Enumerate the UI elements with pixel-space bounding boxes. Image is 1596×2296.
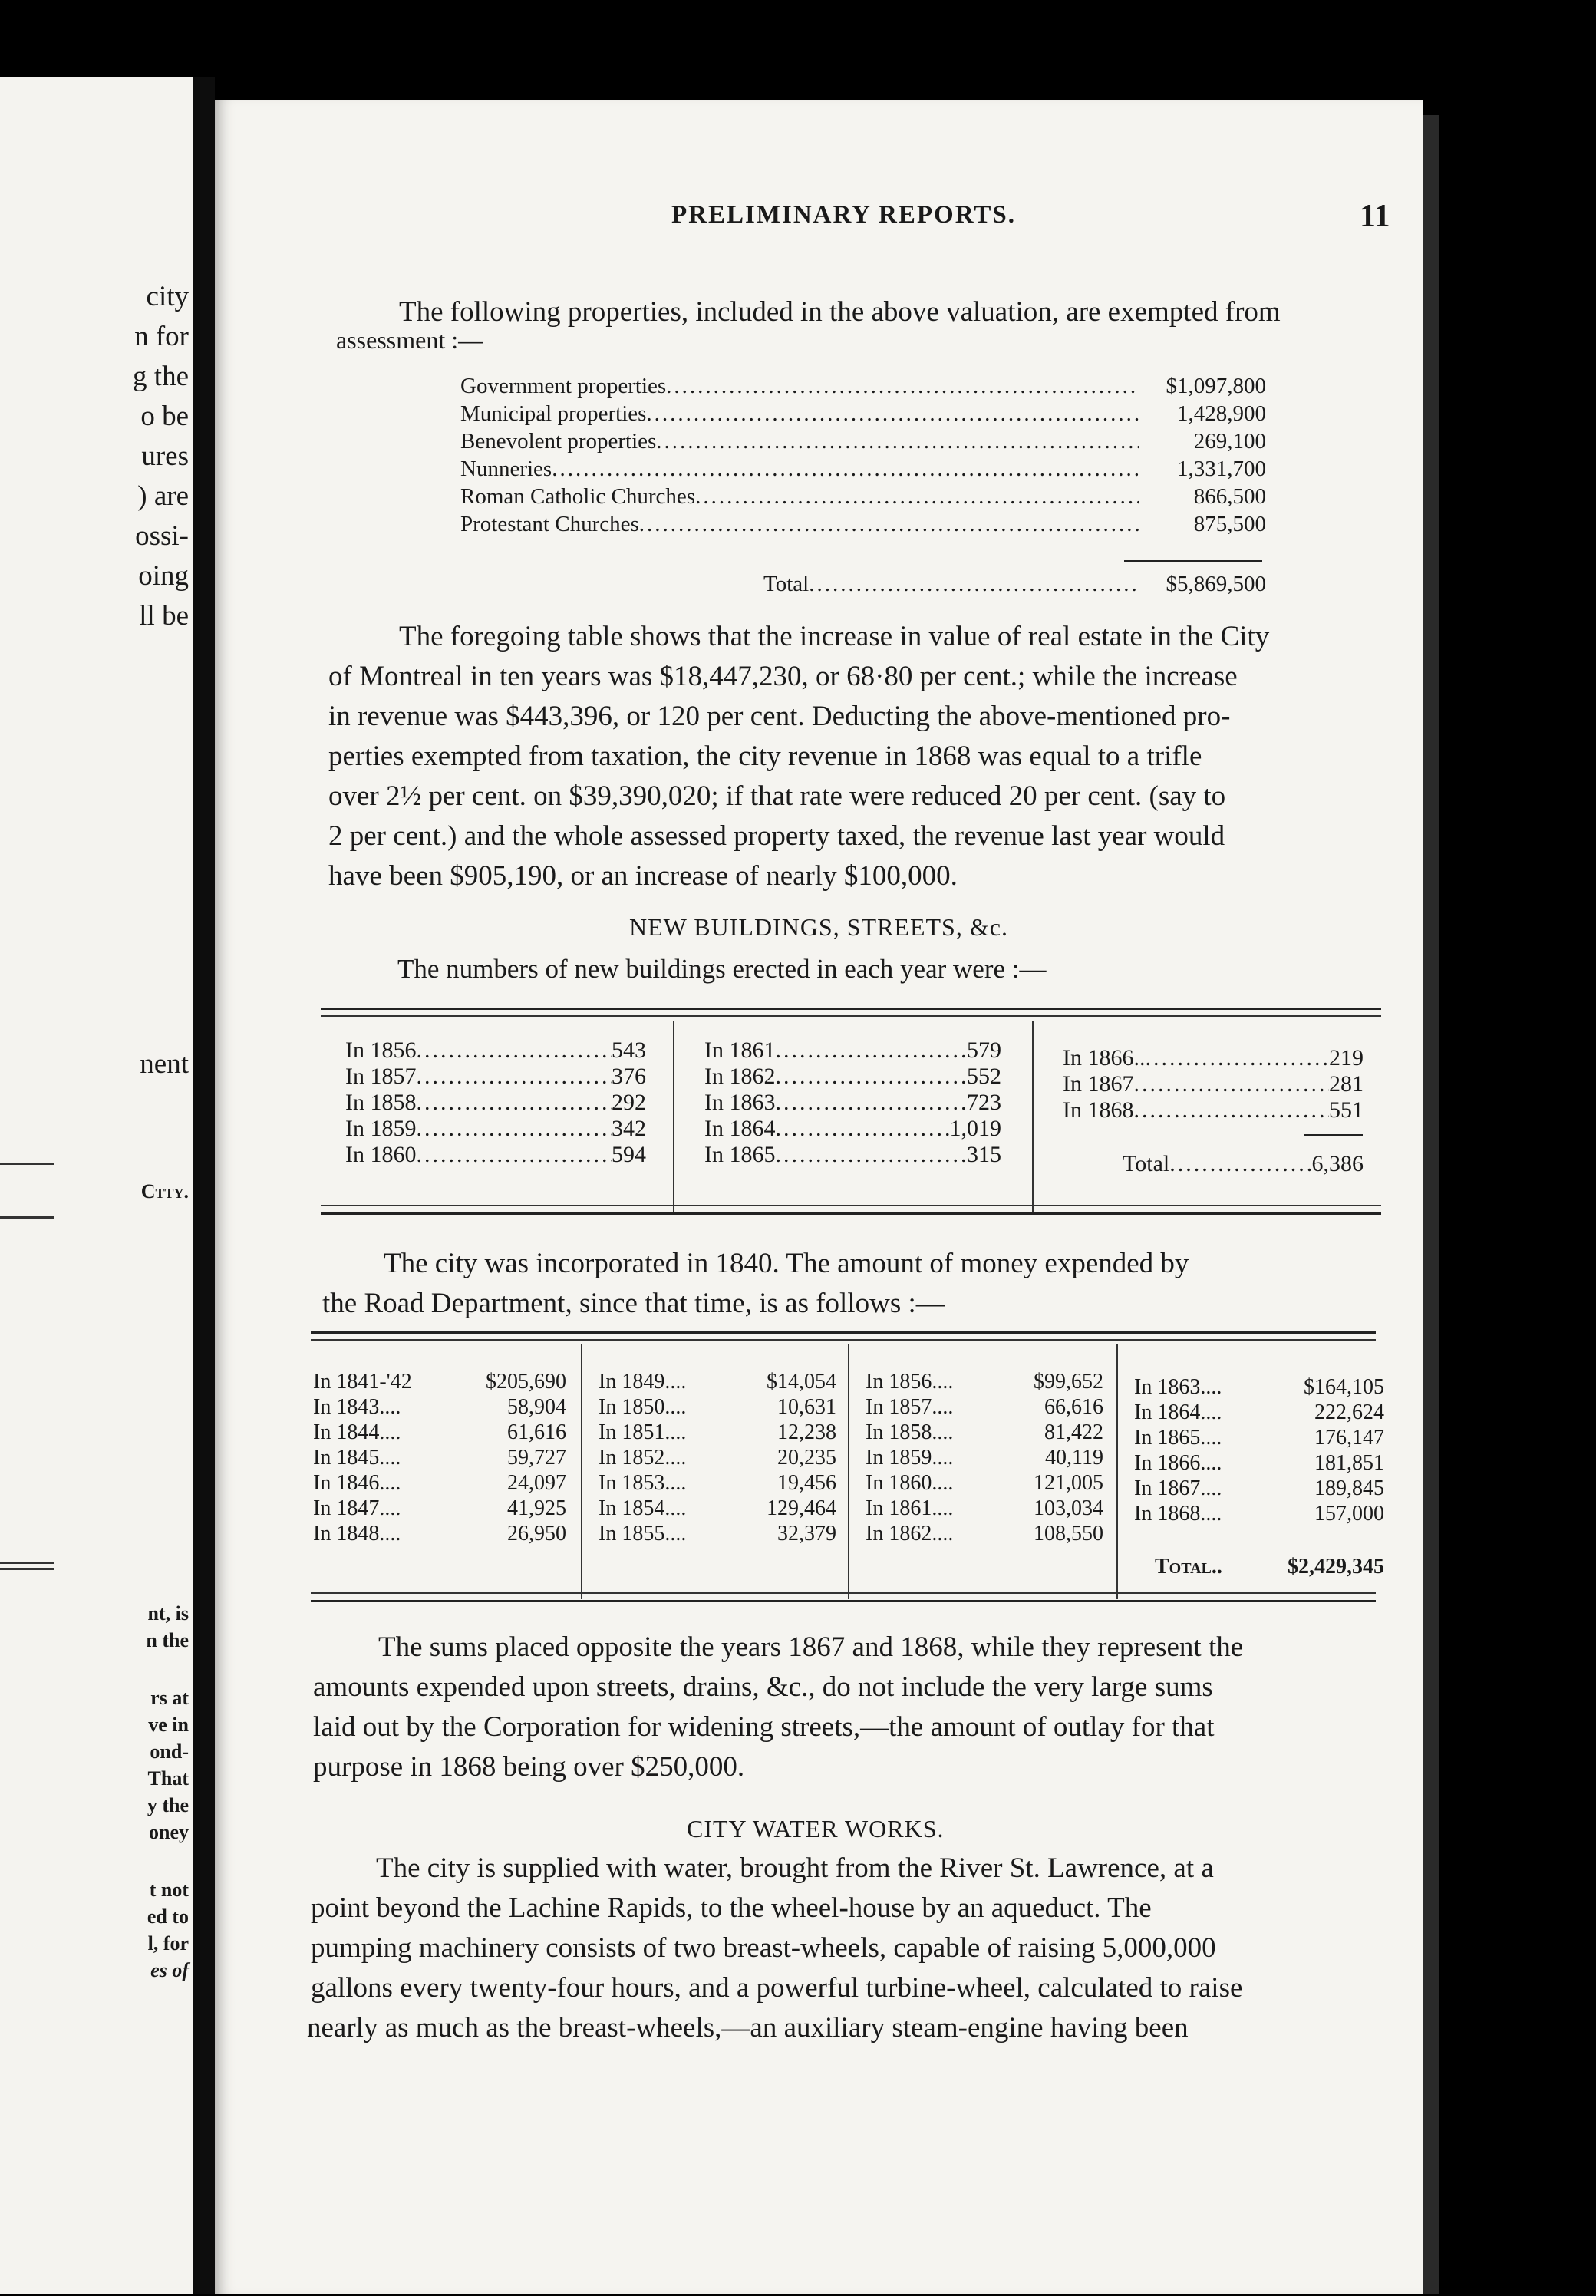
year: In 1864.... xyxy=(1134,1400,1222,1424)
year: In 1857 xyxy=(345,1064,417,1089)
exemption-label: Government properties xyxy=(460,374,667,398)
paragraph-line: The city is supplied with water, brought from the River St. Lawrence, at a xyxy=(376,1852,1214,1884)
road-total-row xyxy=(1155,1555,1384,1579)
total-label: Total xyxy=(1123,1151,1170,1176)
amount: 121,005 xyxy=(1034,1471,1103,1495)
year: In 1851.... xyxy=(598,1420,687,1444)
paragraph-line: gallons every twenty-four hours, and a powerful turbine-wheel, calculated to raise xyxy=(311,1972,1243,2004)
road-row xyxy=(313,1446,566,1470)
left-rule xyxy=(0,1216,54,1219)
total-value: $5,869,500 xyxy=(1166,572,1266,596)
paragraph-line: pumping machinery consists of two breast-wheels, capable of raising 5,000,000 xyxy=(311,1932,1216,1964)
exemption-value: 1,331,700 xyxy=(1177,457,1266,481)
exemption-label: Nunneries xyxy=(460,457,552,481)
left-line: t not xyxy=(149,1879,189,1901)
year: In 1866.... xyxy=(1134,1451,1222,1475)
year: In 1849.... xyxy=(598,1370,687,1394)
year: In 1864 xyxy=(704,1116,776,1141)
road-row xyxy=(598,1522,836,1546)
year: In 1855.... xyxy=(598,1522,687,1546)
count: 342 xyxy=(612,1116,646,1141)
road-row xyxy=(1134,1451,1384,1476)
amount: 40,119 xyxy=(1045,1446,1103,1470)
year: In 1845.... xyxy=(313,1446,401,1470)
amount: 81,422 xyxy=(1044,1420,1103,1444)
buildings-intro: The numbers of new buildings erected in each year were :— xyxy=(397,954,1047,984)
paragraph-line: perties exempted from taxation, the city revenue in 1868 was equal to a trifle xyxy=(328,741,1202,772)
road-row xyxy=(598,1446,836,1470)
count: 552 xyxy=(967,1064,1001,1089)
amount: 59,727 xyxy=(507,1446,566,1470)
left-line: ve in xyxy=(148,1714,189,1736)
buildings-row xyxy=(345,1064,646,1090)
amount: 26,950 xyxy=(507,1522,566,1546)
left-line: ossi- xyxy=(135,520,189,552)
exemption-row xyxy=(460,512,1266,537)
count: 219 xyxy=(1329,1045,1364,1070)
road-row xyxy=(1134,1502,1384,1526)
year: In 1859 xyxy=(345,1116,417,1141)
year: In 1861 xyxy=(704,1037,776,1063)
left-line: y the xyxy=(147,1794,189,1816)
exemption-label: Municipal properties xyxy=(460,401,647,426)
sum-rule xyxy=(1124,560,1262,562)
amount: 157,000 xyxy=(1314,1502,1384,1526)
intro-line: The following properties, included in the above valuation, are exempted from xyxy=(399,296,1281,328)
leader-dots xyxy=(656,429,1139,454)
column-divider xyxy=(1032,1021,1034,1212)
left-line: ll be xyxy=(139,600,189,632)
leader-dots xyxy=(417,1064,612,1090)
amount: $99,652 xyxy=(1034,1370,1103,1394)
leader-dots xyxy=(552,457,1139,482)
sum-rule xyxy=(1304,1134,1363,1136)
buildings-row xyxy=(345,1116,646,1142)
left-line: es of xyxy=(150,1959,189,1981)
amount: 181,851 xyxy=(1314,1451,1384,1475)
year: In 1867 xyxy=(1063,1071,1134,1097)
leader-dots xyxy=(776,1090,968,1116)
year: In 1856.... xyxy=(866,1370,954,1394)
leader-dots xyxy=(417,1037,612,1064)
buildings-row xyxy=(345,1037,646,1064)
paragraph-line: over 2½ per cent. on $39,390,020; if that rate were reduced 20 per cent. (say to xyxy=(328,780,1226,812)
table-rule-bottom xyxy=(311,1600,1376,1602)
page-number: 11 xyxy=(1360,199,1390,234)
count: 281 xyxy=(1329,1071,1364,1097)
table-rule-bottom xyxy=(321,1212,1381,1215)
left-line: ond- xyxy=(150,1740,189,1763)
left-line: ed to xyxy=(147,1905,189,1928)
buildings-row xyxy=(345,1142,646,1168)
road-row xyxy=(313,1496,566,1521)
exemption-total-row xyxy=(763,572,1266,597)
road-row xyxy=(313,1471,566,1496)
amount: 20,235 xyxy=(777,1446,836,1470)
road-row xyxy=(866,1496,1103,1521)
amount: 103,034 xyxy=(1034,1496,1103,1520)
year: In 1862 xyxy=(704,1064,776,1089)
exemption-value: 269,100 xyxy=(1193,429,1266,454)
leader-dots xyxy=(1134,1071,1330,1097)
leader-dots xyxy=(666,374,1139,399)
exemption-row xyxy=(460,484,1266,510)
road-row xyxy=(1134,1476,1384,1501)
year: In 1859.... xyxy=(866,1446,954,1470)
amount: 10,631 xyxy=(777,1395,836,1419)
year: In 1858 xyxy=(345,1090,417,1115)
paragraph-line: point beyond the Lachine Rapids, to the wheel-house by an aqueduct. The xyxy=(311,1892,1152,1924)
table-rule-bottom xyxy=(321,1205,1381,1206)
road-row xyxy=(313,1395,566,1420)
year: In 1868.... xyxy=(1134,1502,1222,1526)
count: 315 xyxy=(967,1142,1001,1167)
year: In 1856 xyxy=(345,1037,417,1063)
road-row xyxy=(598,1370,836,1394)
road-row xyxy=(598,1395,836,1420)
left-line: nt, is xyxy=(147,1602,189,1625)
year: In 1854.... xyxy=(598,1496,687,1520)
road-row xyxy=(866,1370,1103,1394)
amount: 222,624 xyxy=(1314,1400,1384,1424)
left-rule xyxy=(0,1568,54,1570)
intro-line: assessment :— xyxy=(336,326,483,354)
leader-dots xyxy=(1146,1045,1330,1071)
amount: 24,097 xyxy=(507,1471,566,1495)
buildings-row xyxy=(1063,1097,1364,1123)
exemption-row xyxy=(460,401,1266,427)
leader-dots xyxy=(776,1116,950,1142)
amount: 108,550 xyxy=(1034,1522,1103,1546)
column-divider xyxy=(581,1344,582,1599)
paragraph-line: laid out by the Corporation for widening streets,—the amount of outlay for that xyxy=(313,1711,1215,1743)
year: In 1852.... xyxy=(598,1446,687,1470)
left-line: That xyxy=(147,1767,189,1790)
exemption-row xyxy=(460,374,1266,399)
section-heading: NEW BUILDINGS, STREETS, &c. xyxy=(629,913,1008,941)
year: In 1847.... xyxy=(313,1496,401,1520)
road-intro: the Road Department, since that time, is as follows :— xyxy=(322,1288,945,1319)
total-value: $2,429,345 xyxy=(1288,1555,1384,1578)
leader-dots xyxy=(639,512,1139,537)
year: In 1843.... xyxy=(313,1395,401,1419)
year: In 1863.... xyxy=(1134,1375,1222,1399)
year: In 1861.... xyxy=(866,1496,954,1520)
leader-dots xyxy=(417,1090,612,1116)
buildings-row xyxy=(704,1116,1001,1142)
exemption-value: $1,097,800 xyxy=(1166,374,1266,398)
amount: 129,464 xyxy=(767,1496,836,1520)
book-gutter xyxy=(193,77,215,2294)
amount: $164,105 xyxy=(1304,1375,1384,1399)
left-line: n the xyxy=(146,1629,189,1651)
total-label: Total xyxy=(763,572,810,596)
buildings-total-row xyxy=(1123,1151,1364,1177)
year: In 1846.... xyxy=(313,1471,401,1495)
road-row xyxy=(866,1420,1103,1445)
left-line: o be xyxy=(140,401,189,432)
count: 1,019 xyxy=(949,1116,1001,1141)
exemption-row xyxy=(460,429,1266,454)
year: In 1857.... xyxy=(866,1395,954,1419)
left-rule xyxy=(0,1163,54,1165)
year: In 1866.. xyxy=(1063,1045,1146,1070)
buildings-row xyxy=(704,1064,1001,1090)
year: In 1865 xyxy=(704,1142,776,1167)
year: In 1844.... xyxy=(313,1420,401,1444)
leader-dots xyxy=(417,1142,612,1168)
paragraph-line: The foregoing table shows that the increase in value of real estate in the City xyxy=(399,621,1270,652)
amount: $205,690 xyxy=(486,1370,566,1394)
amount: 176,147 xyxy=(1314,1426,1384,1450)
road-row xyxy=(598,1496,836,1521)
road-row xyxy=(313,1420,566,1445)
road-row xyxy=(866,1522,1103,1546)
leader-dots xyxy=(1134,1097,1330,1123)
page-edge xyxy=(1423,115,1439,2294)
left-line: nent xyxy=(140,1048,189,1080)
leader-dots xyxy=(417,1116,612,1142)
column-divider xyxy=(848,1344,849,1599)
road-row xyxy=(866,1395,1103,1420)
buildings-row xyxy=(704,1142,1001,1168)
year: In 1841-'42 xyxy=(313,1370,412,1394)
amount: 32,379 xyxy=(777,1522,836,1546)
year: In 1868 xyxy=(1063,1097,1134,1123)
road-row xyxy=(1134,1375,1384,1400)
road-row xyxy=(598,1471,836,1496)
year: In 1858.... xyxy=(866,1420,954,1444)
exemption-label: Protestant Churches xyxy=(460,512,639,536)
leader-dots xyxy=(776,1037,968,1064)
amount: 58,904 xyxy=(507,1395,566,1419)
year: In 1865.... xyxy=(1134,1426,1222,1450)
leader-dots xyxy=(776,1142,968,1168)
buildings-row xyxy=(1063,1045,1364,1071)
count: 376 xyxy=(612,1064,646,1089)
exemption-row xyxy=(460,457,1266,482)
year: In 1860 xyxy=(345,1142,417,1167)
amount: $14,054 xyxy=(767,1370,836,1394)
left-rule xyxy=(0,1562,54,1564)
left-line: n for xyxy=(134,321,189,352)
amount: 61,616 xyxy=(507,1420,566,1444)
count: 723 xyxy=(967,1090,1001,1115)
count: 579 xyxy=(967,1037,1001,1063)
leader-dots xyxy=(776,1064,968,1090)
paragraph-line: nearly as much as the breast-wheels,—an auxiliary steam-engine having been xyxy=(307,2012,1189,2044)
year: In 1860.... xyxy=(866,1471,954,1495)
amount: 12,238 xyxy=(777,1420,836,1444)
total-value: 6,386 xyxy=(1311,1151,1364,1176)
road-row xyxy=(1134,1426,1384,1450)
left-line: l, for xyxy=(147,1932,189,1955)
section-heading: CITY WATER WORKS. xyxy=(687,1815,945,1842)
road-row xyxy=(313,1370,566,1394)
buildings-row xyxy=(704,1090,1001,1116)
table-rule-top xyxy=(311,1331,1376,1334)
paragraph-line: of Montreal in ten years was $18,447,230, or 68·80 per cent.; while the increase xyxy=(328,661,1238,692)
leader-dots xyxy=(695,484,1139,510)
exemption-label: Benevolent properties xyxy=(460,429,657,454)
left-line: oing xyxy=(138,560,189,592)
paragraph-line: have been $905,190, or an increase of nearly $100,000. xyxy=(328,860,958,892)
exemption-value: 1,428,900 xyxy=(1177,401,1266,426)
paragraph-line: 2 per cent.) and the whole assessed property taxed, the revenue last year would xyxy=(328,820,1225,852)
running-header: PRELIMINARY REPORTS. xyxy=(671,201,1016,229)
count: 594 xyxy=(612,1142,646,1167)
road-row xyxy=(866,1471,1103,1496)
leader-dots xyxy=(646,401,1139,427)
exemption-value: 866,500 xyxy=(1193,484,1266,509)
paragraph-line: amounts expended upon streets, drains, &c., do not include the very large sums xyxy=(313,1671,1213,1703)
buildings-row xyxy=(345,1090,646,1116)
count: 292 xyxy=(612,1090,646,1115)
paragraph-line: in revenue was $443,396, or 120 per cent. Deducting the above-mentioned pro- xyxy=(328,701,1231,732)
amount: 189,845 xyxy=(1314,1476,1384,1500)
column-divider xyxy=(673,1021,674,1212)
count: 551 xyxy=(1329,1097,1364,1123)
left-line: g the xyxy=(133,361,189,392)
year: In 1848.... xyxy=(313,1522,401,1546)
exemption-label: Roman Catholic Churches xyxy=(460,484,696,509)
left-line: ) are xyxy=(137,480,189,512)
road-row xyxy=(866,1446,1103,1470)
table-rule-bottom xyxy=(311,1592,1376,1594)
leader-dots xyxy=(1169,1151,1311,1177)
road-intro: The city was incorporated in 1840. The amount of money expended by xyxy=(384,1248,1189,1279)
left-line: ures xyxy=(141,440,189,472)
count: 543 xyxy=(612,1037,646,1063)
road-row xyxy=(313,1522,566,1546)
amount: 41,925 xyxy=(507,1496,566,1520)
buildings-row xyxy=(704,1037,1001,1064)
left-line: oney xyxy=(149,1821,189,1843)
road-row xyxy=(1134,1400,1384,1425)
left-line: rs at xyxy=(150,1687,189,1709)
leader-dots xyxy=(809,572,1139,597)
year: In 1863 xyxy=(704,1090,776,1115)
amount: 66,616 xyxy=(1044,1395,1103,1419)
table-rule-top xyxy=(321,1015,1381,1017)
left-page-fragment xyxy=(0,77,193,2294)
year: In 1862.... xyxy=(866,1522,954,1546)
paragraph-line: The sums placed opposite the years 1867 and 1868, while they represent the xyxy=(378,1631,1244,1663)
left-line: city xyxy=(146,281,189,312)
table-rule-top xyxy=(321,1008,1381,1010)
left-line: Ctty. xyxy=(140,1180,189,1202)
paragraph-line: purpose in 1868 being over $250,000. xyxy=(313,1751,745,1783)
year: In 1853.... xyxy=(598,1471,687,1495)
road-row xyxy=(598,1420,836,1445)
year: In 1850.... xyxy=(598,1395,687,1419)
buildings-row xyxy=(1063,1071,1364,1097)
amount: 19,456 xyxy=(777,1471,836,1495)
total-label: Total.. xyxy=(1155,1555,1222,1578)
year: In 1867.... xyxy=(1134,1476,1222,1500)
exemption-value: 875,500 xyxy=(1193,512,1266,536)
table-rule-top xyxy=(311,1339,1376,1341)
column-divider xyxy=(1116,1344,1118,1599)
